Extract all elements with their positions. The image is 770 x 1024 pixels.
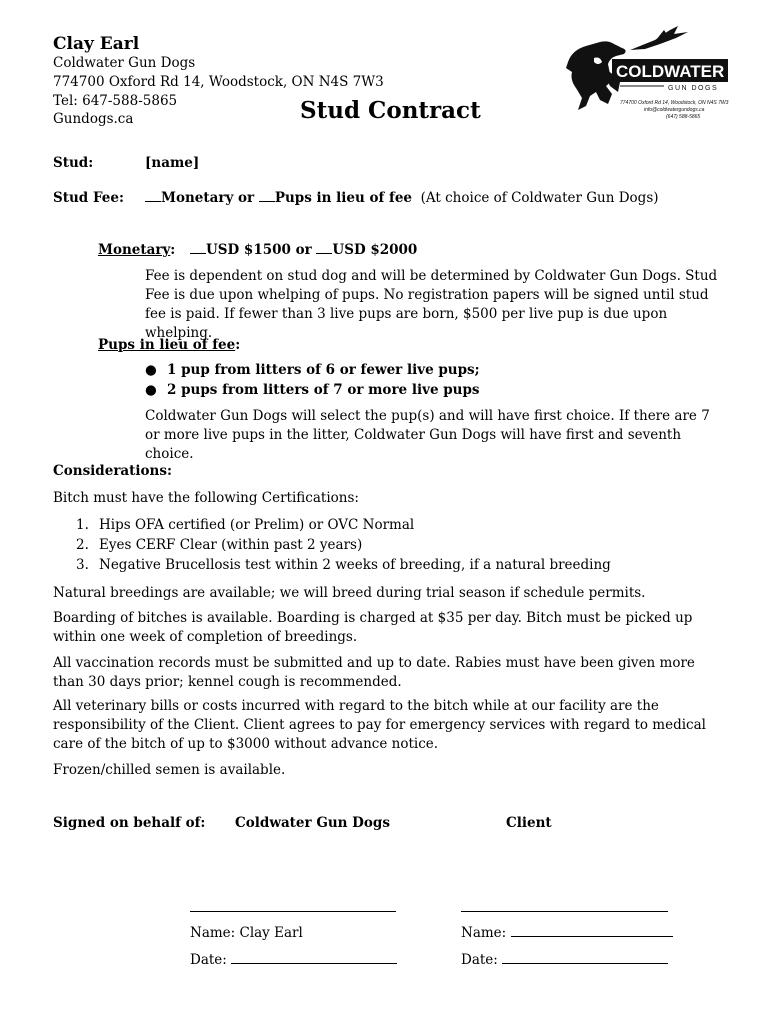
date-field-coldwater[interactable]	[231, 963, 397, 964]
stud-name-field[interactable]: [name]	[145, 155, 200, 171]
usd-2000-checkbox[interactable]	[316, 253, 332, 254]
logo-contact-3: (647) 588-5865	[666, 114, 701, 120]
monetary-label: Monetary	[98, 242, 171, 258]
pups-colon: :	[235, 337, 241, 353]
sender-company: Coldwater Gun Dogs	[53, 55, 196, 71]
logo-word-1: COLDWATER	[616, 62, 725, 81]
certification-item-3: Negative Brucellosis test within 2 weeks of breeding, if a natural breeding	[99, 557, 611, 573]
certification-item-1: Hips OFA certified (or Prelim) or OVC Normal	[99, 517, 415, 533]
signer-name-coldwater: Name: Clay Earl	[190, 925, 303, 941]
bullet-icon: ●	[145, 362, 157, 378]
sender-phone: Tel: 647-588-5865	[53, 93, 178, 109]
usd-1500-text: USD $1500 or	[206, 242, 317, 258]
certification-item-2: Eyes CERF Clear (within past 2 years)	[99, 537, 363, 553]
monetary-colon: :	[170, 242, 176, 258]
pups-bullet-2: 2 pups from litters of 7 or more live pups	[167, 382, 480, 398]
monetary-heading	[98, 242, 175, 258]
fee-pups-checkbox[interactable]	[259, 201, 275, 202]
fee-pups-text: Pups in lieu of fee	[274, 190, 413, 206]
fee-monetary-text: Monetary or	[161, 190, 259, 206]
sender-name: Clay Earl	[53, 34, 140, 54]
signature-line-coldwater[interactable]	[190, 911, 396, 912]
paragraph-natural-breedings: Natural breedings are available; we will breed during trial season if schedule permits.	[53, 585, 646, 601]
fee-monetary-checkbox[interactable]	[145, 201, 161, 202]
pups-heading	[98, 337, 240, 353]
page-title: Stud Contract	[300, 97, 481, 124]
paragraph-semen: Frozen/chilled semen is available.	[53, 762, 286, 778]
date-row-coldwater	[190, 952, 397, 968]
paragraph-vaccination: All vaccination records must be submitted and up to date. Rabies must have been given more than 30 days prior; kennel cough is recommended.	[53, 655, 695, 690]
client-name-field[interactable]	[511, 936, 673, 937]
paragraph-boarding: Boarding of bitches is available. Boarding is charged at $35 per day. Bitch must be picked up within one week of completion of breedings.	[53, 610, 693, 645]
logo-contact-2: info@coldwatergundogs.ca	[644, 107, 705, 113]
signed-on-behalf-label: Signed on behalf of:	[53, 815, 206, 831]
list-number: 3.	[76, 557, 89, 573]
paragraph-veterinary: All veterinary bills or costs incurred with regard to the bitch while at our facility are the responsibility of the Client. Client agrees to pay for emergency services with regard to medical care of the bitch of up to $3000 without advance notice.	[53, 698, 706, 752]
coldwater-logo	[560, 22, 730, 127]
date-label-coldwater: Date:	[190, 952, 227, 968]
pups-description: Coldwater Gun Dogs will select the pup(s) and will have first choice. If there are 7 or more live pups in the litter, Coldwater Gun Dogs will have first and seventh choice.	[145, 408, 710, 462]
pups-label: Pups in lieu of fee	[98, 337, 236, 353]
stud-fee-label: Stud Fee:	[53, 190, 124, 206]
logo-word-2: GUN DOGS	[668, 85, 719, 92]
date-label-client: Date:	[461, 952, 498, 968]
logo-contact-1: 774700 Oxford Rd 14, Woodstock, ON N4S 7W3	[620, 100, 729, 106]
monetary-description: Fee is dependent on stud dog and will be determined by Coldwater Gun Dogs. Stud Fee is due upon whelping of pups. No registration papers will be signed until stud fee is paid. If fewer than 3 live pups are born, $500 per live pup is due upon whelping.	[145, 268, 718, 341]
bullet-icon: ●	[145, 382, 157, 398]
client-name-row	[461, 925, 673, 941]
client-name-label: Name:	[461, 925, 507, 941]
monetary-options	[190, 242, 417, 258]
list-number: 1.	[76, 517, 89, 533]
party-coldwater: Coldwater Gun Dogs	[235, 815, 390, 831]
usd-2000-text: USD $2000	[332, 242, 418, 258]
usd-1500-checkbox[interactable]	[190, 253, 206, 254]
considerations-heading: Considerations:	[53, 463, 172, 479]
party-client: Client	[506, 815, 552, 831]
dog-and-bird-icon	[560, 22, 730, 127]
fee-note: (At choice of Coldwater Gun Dogs)	[420, 190, 659, 206]
date-field-client[interactable]	[502, 963, 668, 964]
sender-website: Gundogs.ca	[53, 111, 134, 127]
list-number: 2.	[76, 537, 89, 553]
date-row-client	[461, 952, 668, 968]
pups-bullet-1: 1 pup from litters of 6 or fewer live pups;	[167, 362, 480, 378]
sender-address: 774700 Oxford Rd 14, Woodstock, ON N4S 7W3	[53, 74, 384, 90]
certifications-intro: Bitch must have the following Certifications:	[53, 490, 359, 506]
signature-line-client[interactable]	[461, 911, 668, 912]
stud-label: Stud:	[53, 155, 94, 171]
stud-fee-options	[145, 190, 659, 206]
